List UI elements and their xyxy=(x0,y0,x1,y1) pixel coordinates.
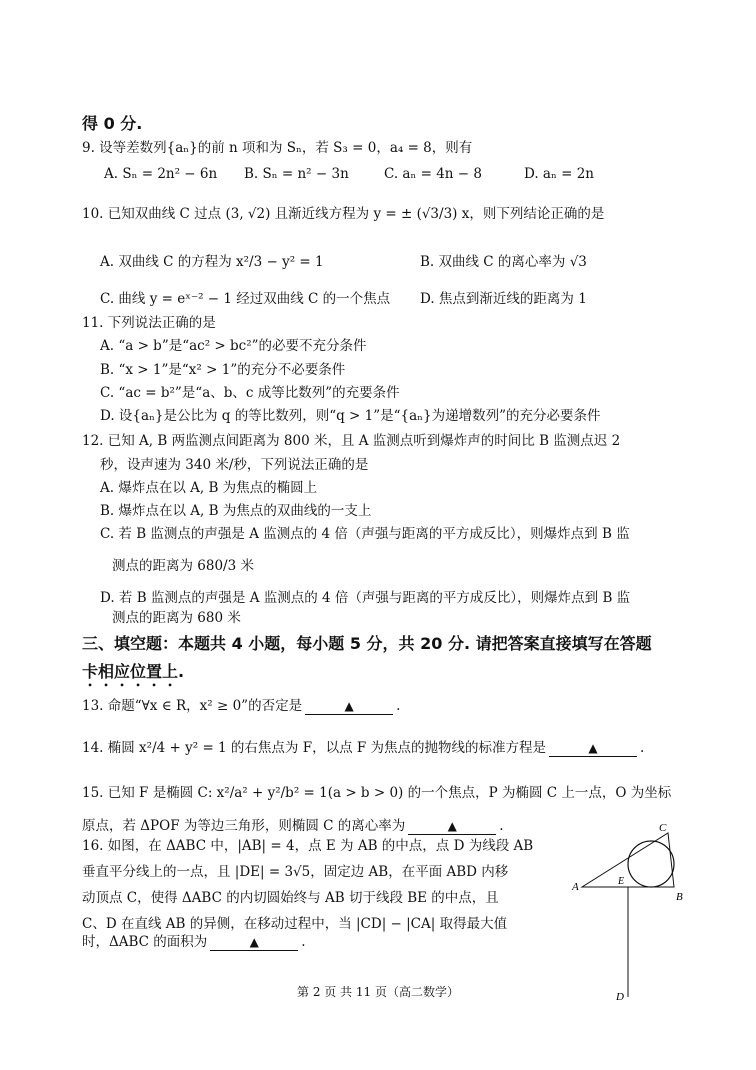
q11-option-b: B. “x > 1”是“x² > 1”的充分不必要条件 xyxy=(100,362,346,378)
q11-option-c: C. “ac = b²”是“a、b、c 成等比数列”的充要条件 xyxy=(100,385,400,401)
top-fragment: 得 0 分. xyxy=(82,114,143,133)
q15-line2: 原点，若 ΔPOF 为等边三角形，则椭圆 C 的离心率为 ▲ . xyxy=(82,818,504,834)
q12-stem-line2: 秒，设声速为 340 米/秒，下列说法正确的是 xyxy=(100,457,369,473)
q12-option-d-line2: 测点的距离为 680 米 xyxy=(112,610,241,626)
q9-stem: 9. 设等差数列{aₙ}的前 n 项和为 Sₙ，若 S₃ = 0，a₄ = 8，则有 xyxy=(82,140,473,156)
q12-option-b: B. 爆炸点在以 A, B 为焦点的双曲线的一支上 xyxy=(100,503,372,519)
label-c: C xyxy=(659,822,667,834)
q13: 13. 命题“∀x ∈ R，x² ≥ 0”的否定是 ▲ . xyxy=(82,698,401,714)
q16-text: 时，ΔABC 的面积为 xyxy=(82,934,208,950)
q16-line2: 垂直平分线上的一点，且 |DE| = 3√5，固定边 AB，在平面 ABD 内移 xyxy=(82,864,509,880)
q16-line5: 时，ΔABC 的面积为 ▲ . xyxy=(82,934,306,950)
q13-text: 13. 命题“∀x ∈ R，x² ≥ 0”的否定是 xyxy=(82,698,303,714)
q9-option-b: B. Sₙ = n² − 3n xyxy=(244,166,349,182)
label-d: D xyxy=(616,991,624,1002)
q16-line4: C、D 在直线 AB 的异侧，在移动过程中，当 |CD| − |CA| 取得最大值 xyxy=(82,916,508,932)
page-footer: 第 2 页 共 11 页（高二数学） xyxy=(297,985,459,999)
q12-option-a: A. 爆炸点在以 A, B 为焦点的椭圆上 xyxy=(100,480,318,496)
q11-option-a: A. “a > b”是“ac² > bc²”的必要不充分条件 xyxy=(100,338,367,354)
section3-heading-line1: 三、填空题：本题共 4 小题，每小题 5 分，共 20 分. 请把答案直接填写在答题 xyxy=(82,634,652,653)
q10-option-c: C. 曲线 y = eˣ⁻² − 1 经过双曲线 C 的一个焦点 xyxy=(100,291,391,307)
q11-option-d: D. 设{aₙ}是公比为 q 的等比数列，则“q > 1”是“{aₙ}为递增数列”的充分必要条件 xyxy=(100,408,601,424)
q14-text: 14. 椭圆 x²/4 + y² = 1 的右焦点为 F，以点 F 为焦点的抛物线的标准方程是 xyxy=(82,740,547,756)
q10-option-a: A. 双曲线 C 的方程为 x²/3 − y² = 1 xyxy=(100,254,324,270)
q16-line3: 动顶点 C，使得 ΔABC 的内切圆始终与 AB 切于线段 BE 的中点，且 xyxy=(82,890,499,906)
q12-stem-line1: 12. 已知 A, B 两监测点间距离为 800 米，且 A 监测点听到爆炸声的时间比 B 监测点迟 2 xyxy=(82,433,621,449)
q16-answer-blank xyxy=(210,934,298,951)
q15-line1: 15. 已知 F 是椭圆 C: x²/a² + y²/b² = 1(a > b > 0) 的一个焦点，P 为椭圆 C 上一点，O 为坐标 xyxy=(82,785,672,801)
q14: 14. 椭圆 x²/4 + y² = 1 的右焦点为 F，以点 F 为焦点的抛物线的标准方程是 ▲ . xyxy=(82,740,645,756)
q9-option-d: D. aₙ = 2n xyxy=(524,166,594,182)
label-b: B xyxy=(676,891,683,903)
incircle xyxy=(628,841,674,887)
q15-answer-blank xyxy=(408,818,496,835)
q10-option-d: D. 焦点到渐近线的距离为 1 xyxy=(420,291,587,307)
q12-option-c-line1: C. 若 B 监测点的声强是 A 监测点的 4 倍（声强与距离的平方成反比），则爆炸点到 B 监 xyxy=(100,526,630,542)
q9-option-c: C. aₙ = 4n − 8 xyxy=(384,166,482,182)
q15-text: 原点，若 ΔPOF 为等边三角形，则椭圆 C 的离心率为 xyxy=(82,818,406,834)
q16-line1: 16. 如图，在 ΔABC 中，|AB| = 4，点 E 为 AB 的中点，点 D 为线段 AB xyxy=(82,838,534,854)
blank-triangle-icon: ▲ xyxy=(588,741,598,755)
blank-triangle-icon: ▲ xyxy=(447,819,457,833)
q9-option-a: A. Sₙ = 2n² − 6n xyxy=(104,166,218,182)
label-e: E xyxy=(618,876,625,887)
q14-answer-blank xyxy=(549,740,637,757)
q10-stem: 10. 已知双曲线 C 过点 (3, √2) 且渐近线方程为 y = ± (√3/3) x，则下列结论正确的是 xyxy=(82,206,605,222)
blank-triangle-icon: ▲ xyxy=(344,699,354,713)
q11-stem: 11. 下列说法正确的是 xyxy=(82,315,216,331)
q16-figure xyxy=(570,822,710,1002)
q13-answer-blank xyxy=(305,698,393,715)
label-a: A xyxy=(572,881,579,893)
section3-heading-line2: 卡相应位置上. xyxy=(82,662,185,681)
q12-option-c-line2: 测点的距离为 680/3 米 xyxy=(112,558,254,574)
q12-option-d-line1: D. 若 B 监测点的声强是 A 监测点的 4 倍（声强与距离的平方成反比），则爆炸点到 B 监 xyxy=(100,590,631,606)
blank-triangle-icon: ▲ xyxy=(249,935,259,949)
q10-option-b: B. 双曲线 C 的离心率为 √3 xyxy=(420,254,587,270)
